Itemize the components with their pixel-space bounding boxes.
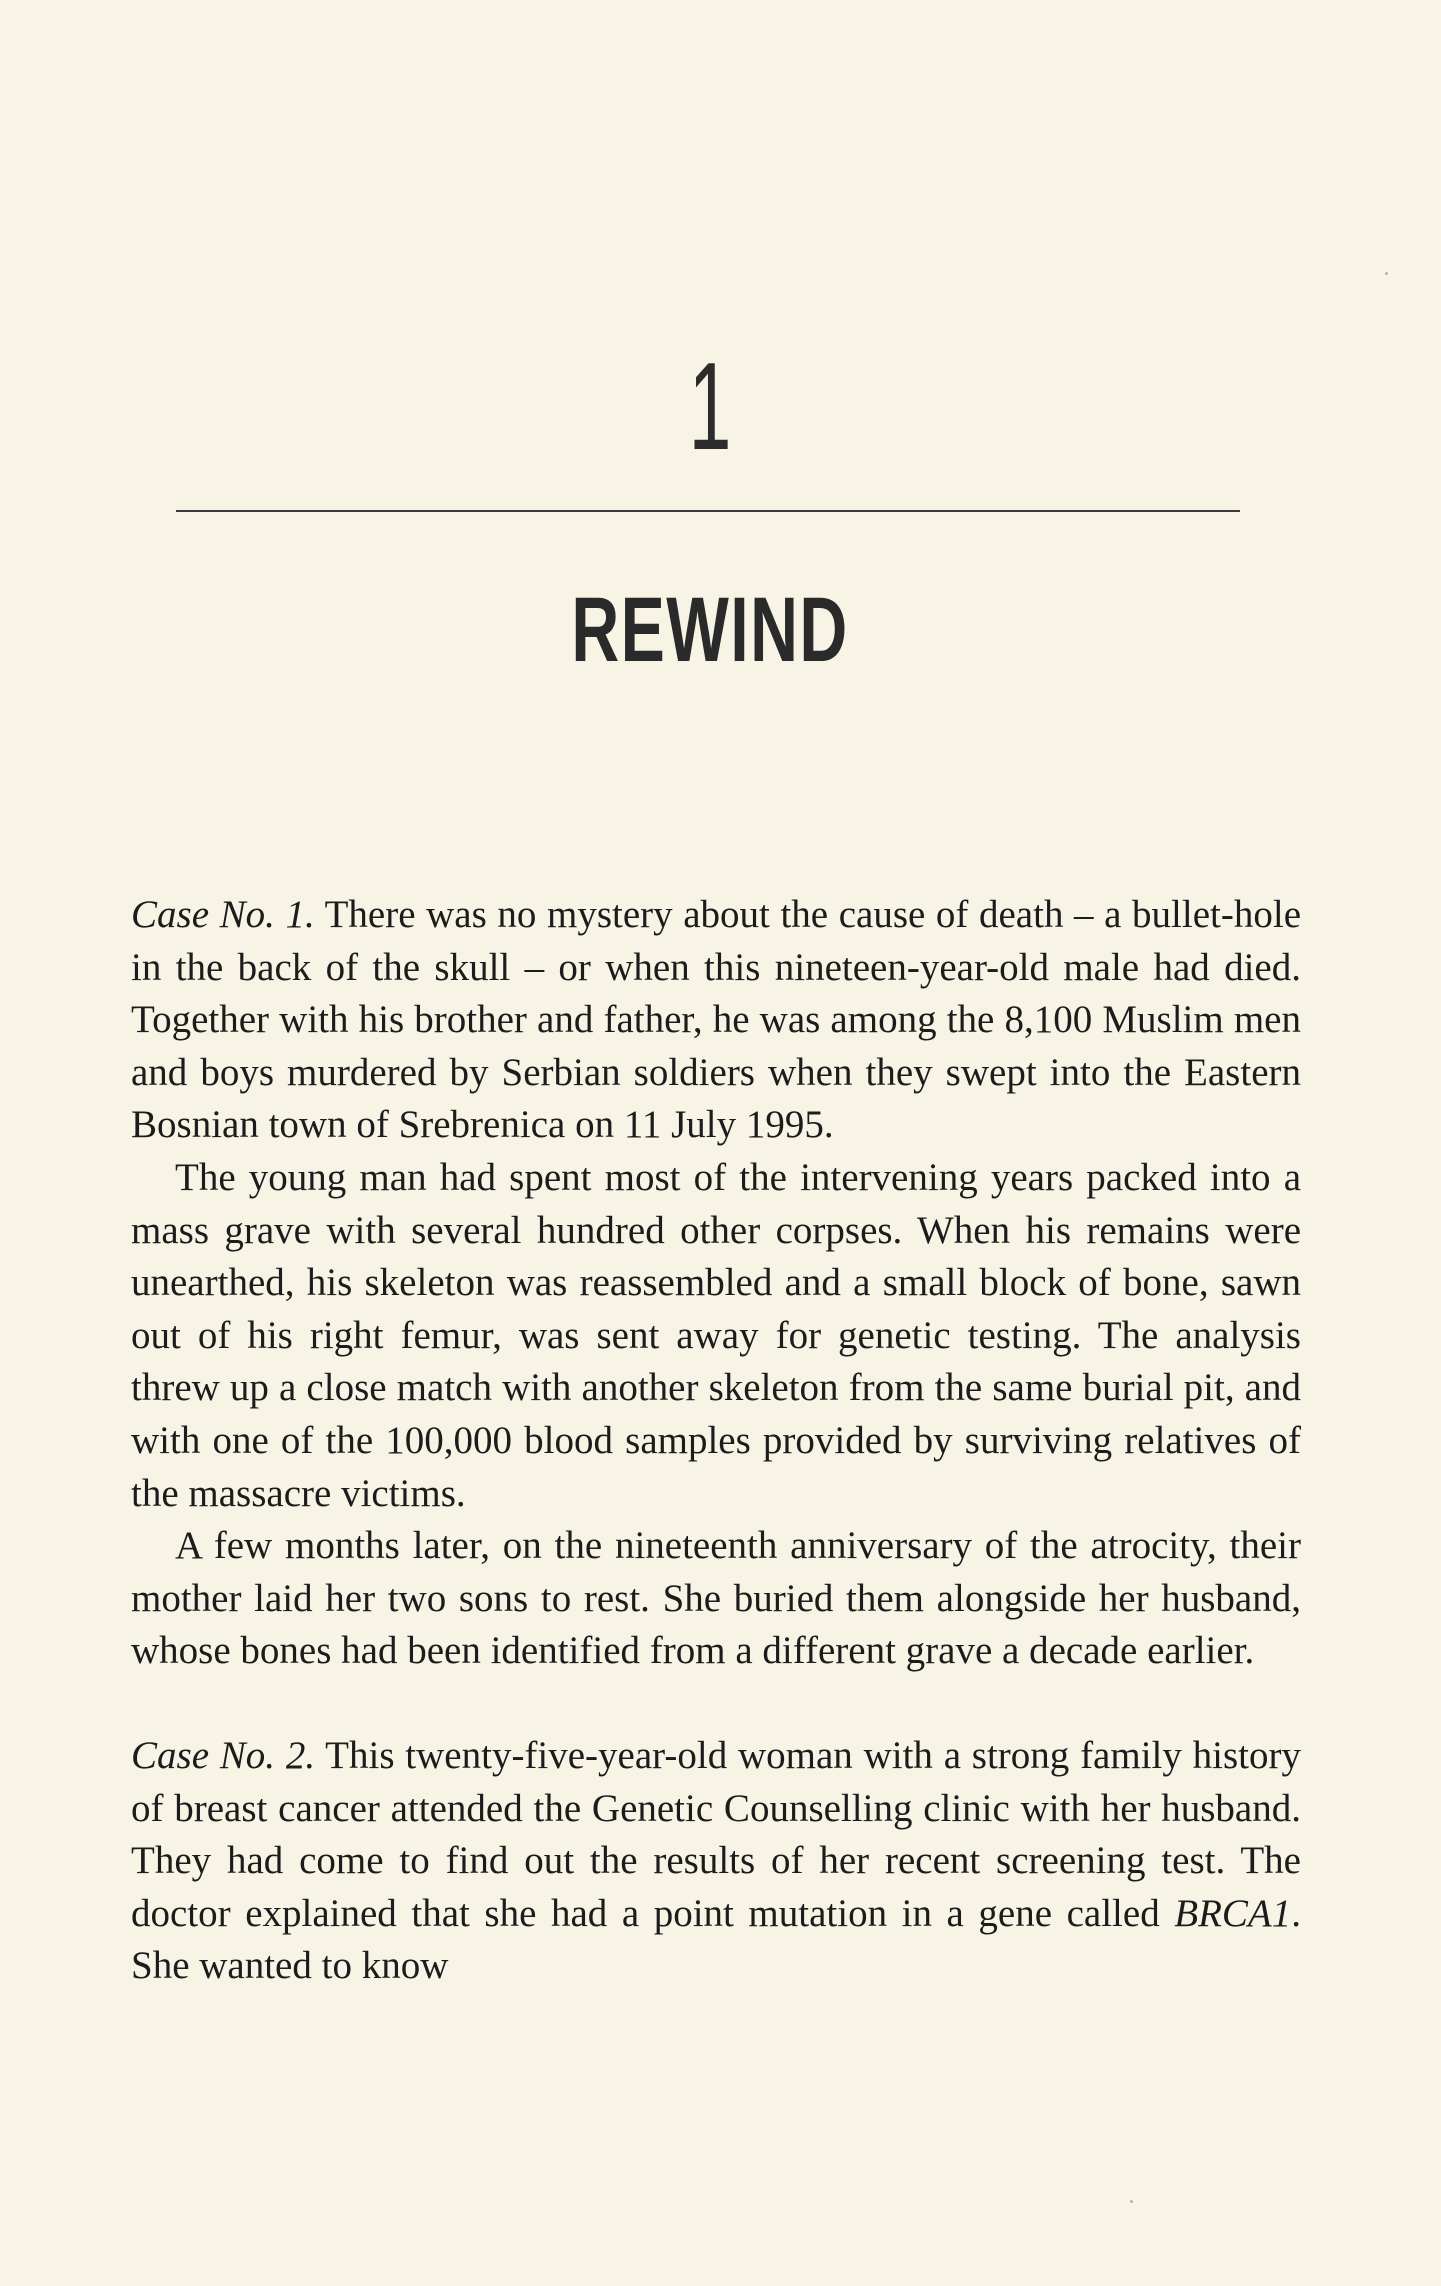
- paper-speck: [1385, 272, 1388, 275]
- case2-paragraph-1: [131, 1730, 1301, 1993]
- paper-speck: [1130, 2200, 1133, 2203]
- case2-paragraph-1-tail: . She wanted to know: [131, 1891, 1301, 1988]
- case2-label: Case No. 2.: [131, 1733, 316, 1777]
- case2-paragraph-1-text: This twenty-five-year-old woman with a strong family history of breast cancer attended the Genetic Counselling clinic with her husband. They had come to find out the results of her recent screening test. The doctor explained that she had a point mutation in a gene called: [131, 1733, 1301, 1935]
- gene-name: BRCA1: [1174, 1891, 1292, 1935]
- case1-paragraph-1: [131, 889, 1301, 1152]
- case1-paragraph-2: The young man had spent most of the intervening years packed into a mass grave with several hundred other corpses. When his remains were unearthed, his skeleton was reassembled and a small block of bone, sawn out of his right femur, was sent away for genetic testing. The analysis threw up a close match with another skeleton from the same burial pit, and with one of the 100,000 blood samples provided by surviving relatives of the massacre victims.: [131, 1155, 1301, 1515]
- case1-paragraph-3: A few months later, on the nineteenth anniversary of the atrocity, their mother laid her two sons to rest. She buried them alongside her husband, whose bones had been identified from a different grave a decade earlier.: [131, 1524, 1301, 1673]
- case1-label: Case No. 1.: [131, 893, 315, 936]
- chapter-title: REWIND: [571, 579, 849, 681]
- chapter-body: [131, 889, 1301, 1993]
- chapter-number: 1: [688, 338, 732, 476]
- chapter-divider: [176, 510, 1240, 512]
- case1-paragraph-1-text: There was no mystery about the cause of death – a bullet-hole in the back of the skull – or when this nineteen-year-old male had died. Together with his brother and father, he was among the 8,100 Muslim men and boys murdered by Serbian soldiers when they swept into the Eastern Bosnian town of Srebrenica on 11 July 1995.: [131, 893, 1302, 1147]
